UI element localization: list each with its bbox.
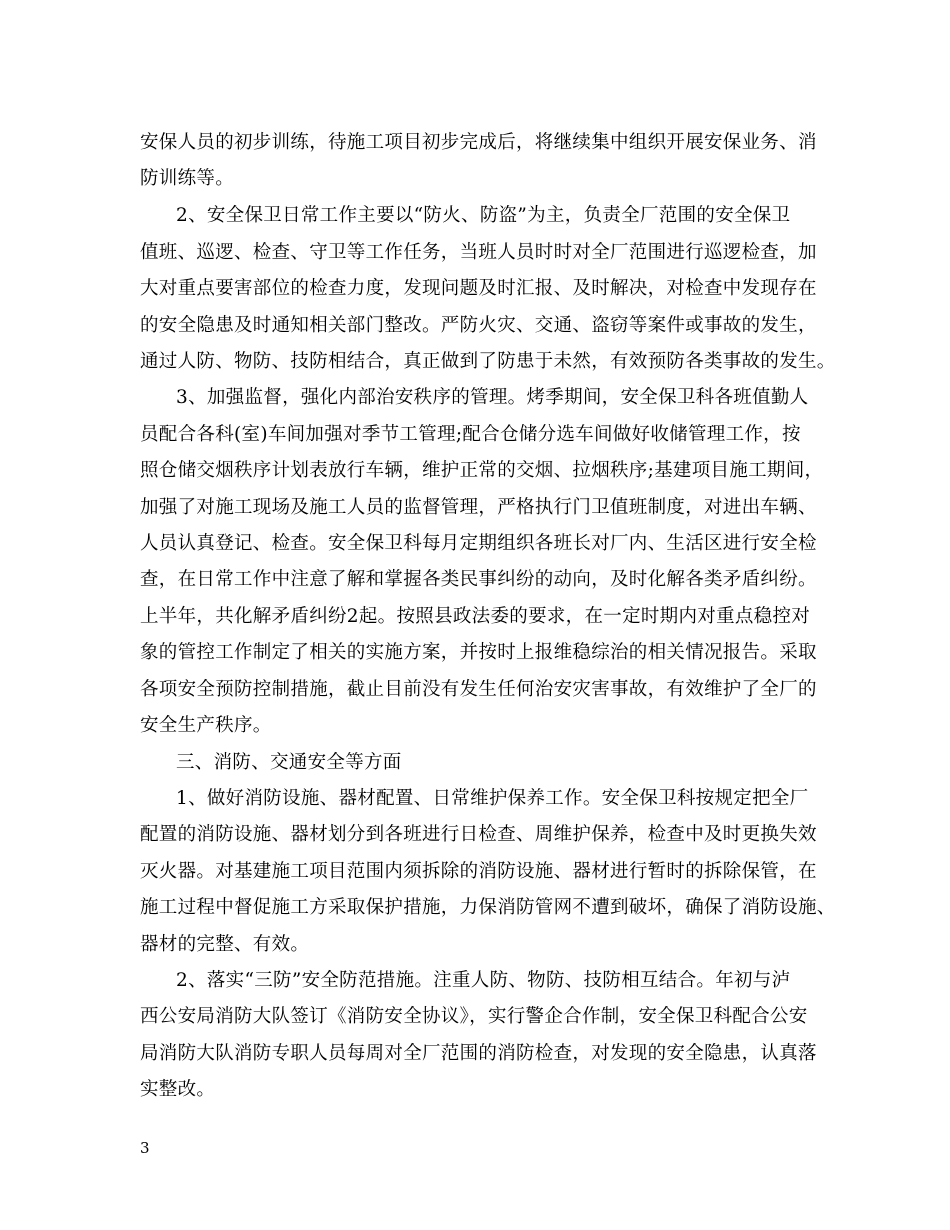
text-line: 的安全隐患及时通知相关部门整改。严防火灾、交通、盗窃等案件或事故的发生， [140,315,817,336]
text-line: 上半年，共化解矛盾纠纷2起。按照县政法委的要求，在一定时期内对重点稳控对 [140,606,811,627]
text-line: 加强了对施工现场及施工人员的监督管理，严格执行门卫值班制度，对进出车辆、 [140,497,817,518]
page-number: 3 [140,1139,150,1157]
text-line: 通过人防、物防、技防相结合，真正做到了防患于未然，有效预防各类事故的发生。 [140,351,836,372]
text-line: 配置的消防设施、器材划分到各班进行日检查、周维护保养，检查中及时更换失效 [140,824,817,845]
text-line: 象的管控工作制定了相关的实施方案，并按时上报维稳综治的相关情况报告。采取 [140,642,817,663]
text-line: 各项安全预防控制措施，截止目前没有发生任何治安灾害事故，有效维护了全厂的 [140,679,817,700]
text-line: 灭火器。对基建施工项目范围内须拆除的消防设施、器材进行暂时的拆除保管，在 [140,861,817,882]
text-line: 员配合各科(室)车间加强对季节工管理;配合仓储分选车间做好收储管理工作，按 [140,424,801,445]
text-line: 人员认真登记、检查。安全保卫科每月定期组织各班长对厂内、生活区进行安全检 [140,533,817,554]
section-heading: 三、消防、交通安全等方面 [176,752,402,773]
text-line: 查，在日常工作中注意了解和掌握各类民事纠纷的动向，及时化解各类矛盾纠纷。 [140,569,817,590]
text-line: 2、落实“三防”安全防范措施。注重人防、物防、技防相互结合。年初与泸 [176,970,791,991]
text-line: 施工过程中督促施工方采取保护措施，力保消防管网不遭到破坏，确保了消防设施、 [140,897,836,918]
text-line: 安全生产秩序。 [140,715,272,736]
text-line: 实整改。 [140,1079,216,1100]
text-line: 2、安全保卫日常工作主要以“防火、防盗”为主，负责全厂范围的安全保卫 [176,205,791,226]
text-line: 1、做好消防设施、器材配置、日常维护保养工作。安全保卫科按规定把全厂 [176,788,809,809]
text-line: 3、加强监督，强化内部治安秩序的管理。烤季期间，安全保卫科各班值勤人 [176,387,809,408]
text-line: 西公安局消防大队签订《消防安全协议》，实行警企合作制，安全保卫科配合公安 [140,1006,808,1027]
text-line: 防训练等。 [140,168,235,189]
text-line: 安保人员的初步训练，待施工项目初步完成后，将继续集中组织开展安保业务、消 [140,132,817,153]
text-line: 照仓储交烟秩序计划表放行车辆，维护正常的交烟、拉烟秩序;基建项目施工期间， [140,460,824,481]
text-line: 值班、巡逻、检查、守卫等工作任务，当班人员时时对全厂范围进行巡逻检查，加 [140,242,817,263]
text-line: 器材的完整、有效。 [140,934,310,955]
text-line: 大对重点要害部位的检查力度，发现问题及时汇报、及时解决，对检查中发现存在 [140,278,817,299]
text-line: 局消防大队消防专职人员每周对全厂范围的消防检查，对发现的安全隐患，认真落 [140,1043,817,1064]
